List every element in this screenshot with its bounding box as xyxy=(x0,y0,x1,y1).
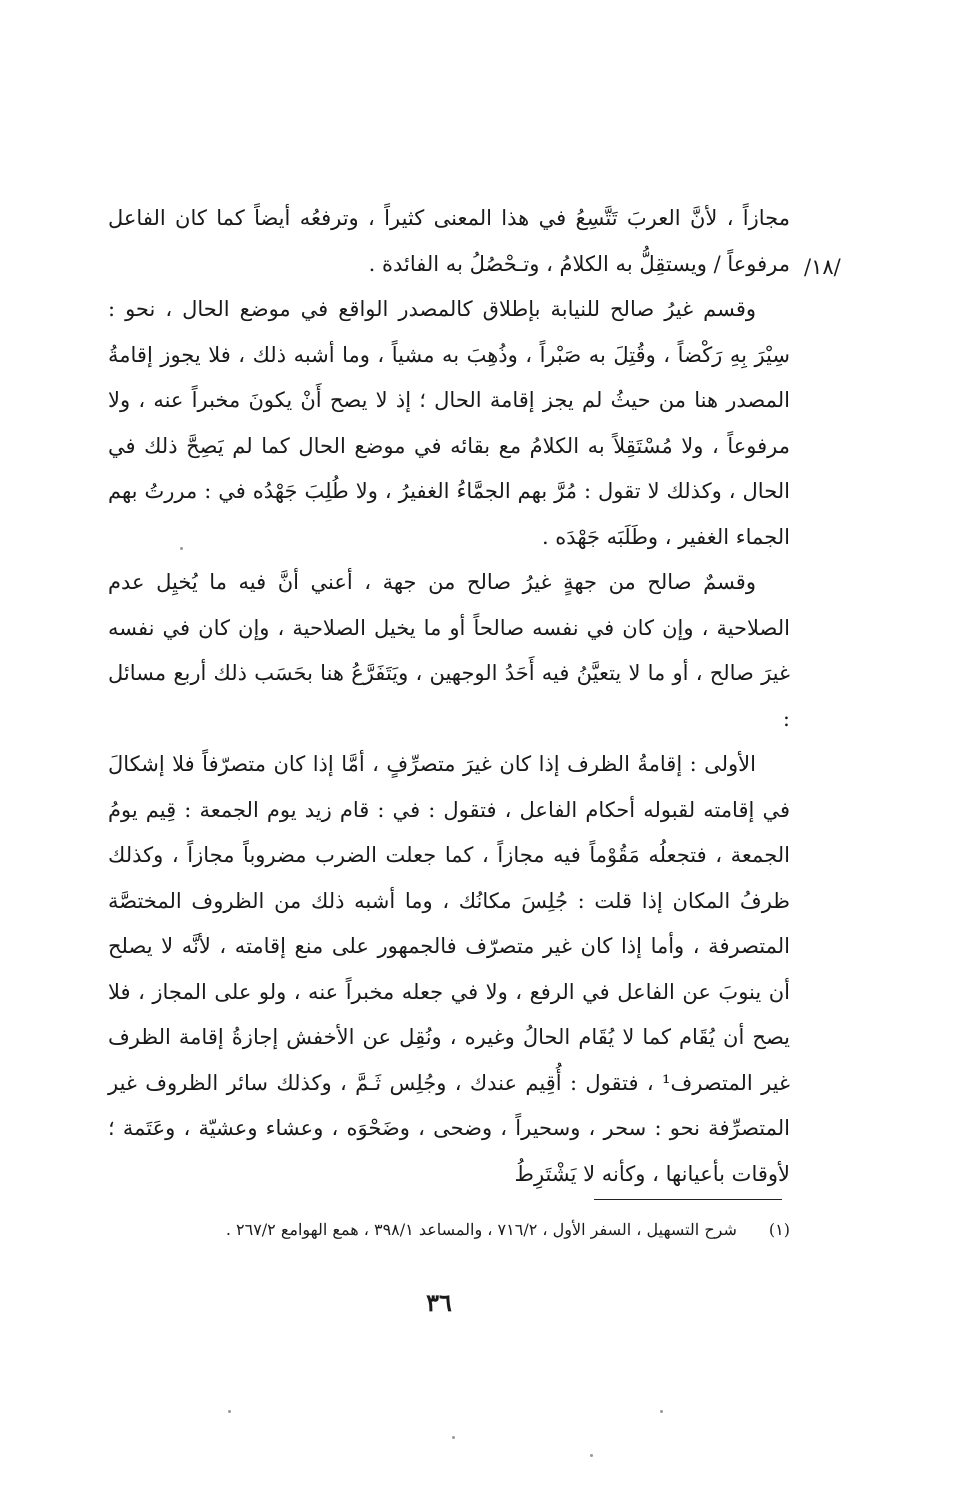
paragraph-1: مجازاً ، لأنَّ العربَ تَتَّسِعُ في هذا المعنى كثيراً ، وترفعُه أيضاً كما كان الفاعل مرفوعاً / ويستقِلُّ به الكلامُ ، وتـحْصُلُ به الفائدة . xyxy=(108,206,790,276)
margin-page-reference: /١٨/ xyxy=(804,255,841,279)
paragraph-4: الأولى : إقامةُ الظرف إذا كان غيرَ متصرِّفٍ ، أمَّا إذا كان متصرّفاً فلا إشكالَ في إقامته لقبوله أحكام الفاعل ، فتقول : في : قام زيد يوم الجمعة : قِيم يومُ الجمعة ، فتجعلُه مَقُوْماً فيه مجازاً ، كما جعلت الضرب مضروباً مجازاً ، وكذلك ظرفُ المكان إذا قلت : جُلِسَ مكانُك ، وما أشبه ذلك من الظروف المختصَّة المتصرفة ، وأما إذا كان غير متصرّف فالجمهور على منع إقامته ، لأنَّه لا يصلح أن ينوبَ عن الفاعل في الرفع ، ولا في جعله مخبراً عنه ، ولو على المجاز ، فلا يصح أن يُقَام كما لا يُقَام الحالُ وغيره ، ونُقِل عن الأخفش إجازةُ إقامة الظرف غير المتصرف¹ ، فتقول : أُقِيم عندك ، وجُلِس ثَـمَّ ، وكذلك سائر الظروف غير المتصرِّفة نحو : سحر ، وسحيراً ، وضحى ، وضَحْوَه ، وعشاء وعشيّة ، وعَتَمة ؛ لأوقات بأعيانها ، وكأنه لا يَشْتَرِطُ xyxy=(108,752,791,1186)
main-text xyxy=(108,196,790,1197)
scan-speck xyxy=(590,1454,593,1457)
paragraph-2: وقسم غيرُ صالح للنيابة بإطلاق كالمصدر الواقع في موضع الحال ، نحو : سِيْرَ بِهِ رَكْضاً ، وقُتِلَ به صَبْراً ، وذُهِبَ به مشياً ، وما أشبه ذلك ، فلا يجوز إقامةُ المصدر هنا من حيثُ لم يجز إقامة الحال ؛ إذ لا يصح أَنْ يكونَ مخبراً عنه ، ولا مرفوعاً ، ولا مُسْتَقِلاً به الكلامُ مع بقائه في موضع الحال كما لم يَصِحَّ ذلك في الحال ، وكذلك لا تقول : مُرَّ بهم الجمَّاءُ الغفيرُ ، ولا طُلِبَ جَهْدُه في : مررتُ بهم الجماء الغفير ، وطَلَبَه جَهْدَه . xyxy=(108,297,790,549)
footnote-text: شرح التسهيل ، السفر الأول ، ٧١٦/٢ ، والمساعد ٣٩٨/١ ، همع الهوامع ٢٦٧/٢ . xyxy=(225,1220,737,1239)
scan-speck xyxy=(660,1410,663,1413)
scan-speck xyxy=(228,1410,231,1413)
scan-speck xyxy=(180,547,183,550)
scan-speck xyxy=(452,1436,455,1439)
footnote-divider xyxy=(594,1199,782,1200)
page-number: ٣٦ xyxy=(426,1288,452,1317)
paragraph-3: وقسمٌ صالح من جهةٍ غيرُ صالح من جهة ، أعني أنَّ فيه ما يُخيِل عدم الصلاحية ، وإن كان في نفسه صالحاً أو ما يخيل الصلاحية ، وإن كان في نفسه غيرَ صالح ، أو ما لا يتعيَّنُ فيه أَحَدُ الوجهين ، ويَتَفَرَّعُ هنا بحَسَب ذلك أربع مسائل : xyxy=(108,570,790,731)
footnote xyxy=(150,1216,790,1244)
footnote-number: (١) xyxy=(768,1220,790,1239)
